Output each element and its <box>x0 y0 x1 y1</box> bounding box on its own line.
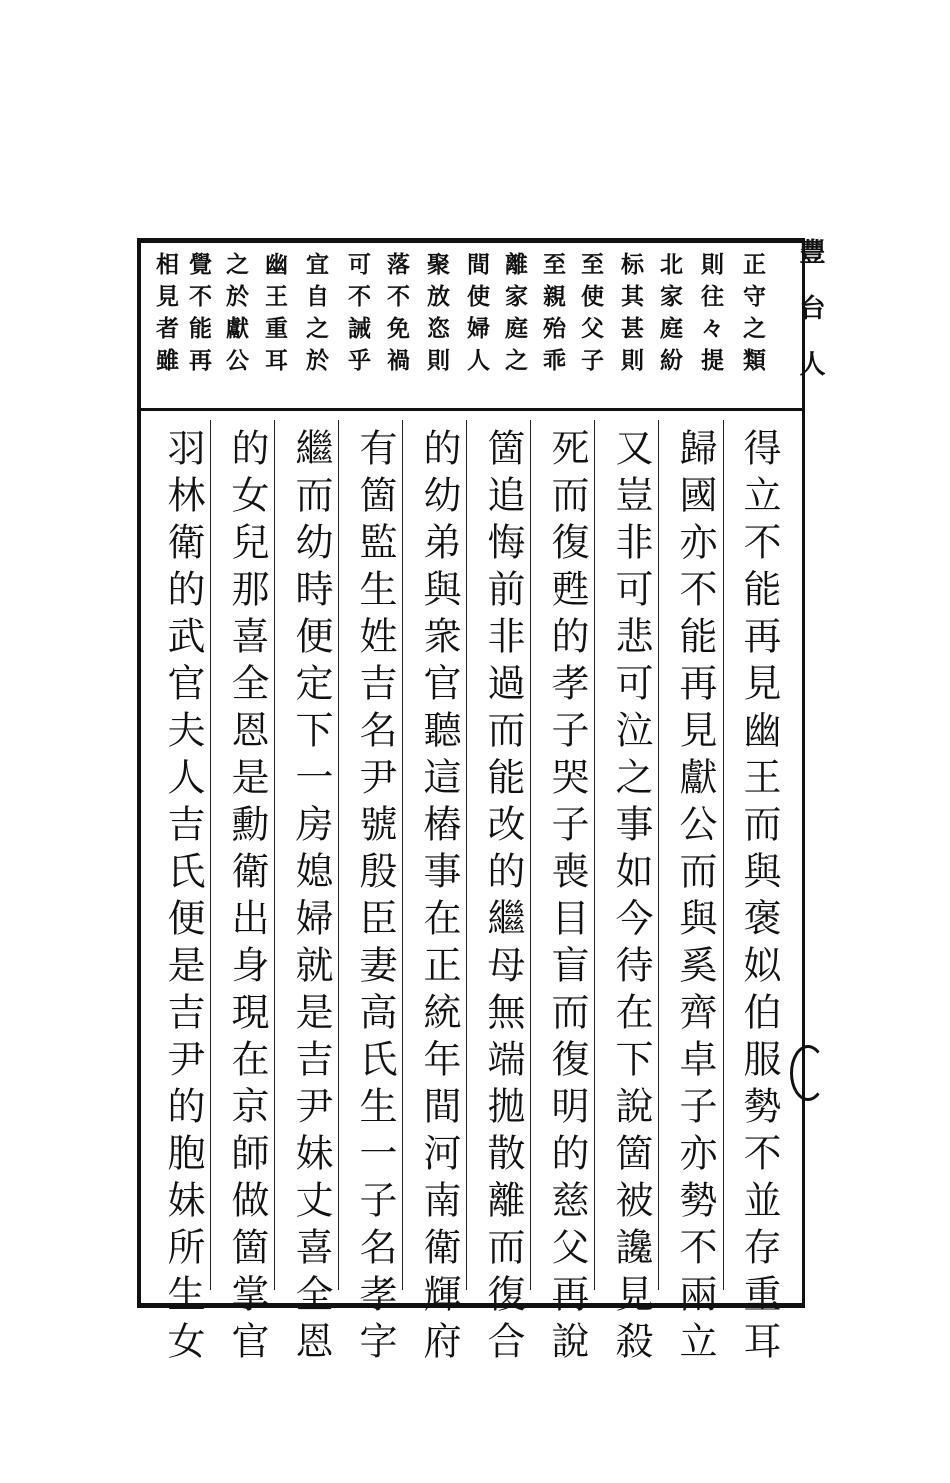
note-column: 聚放恣則 <box>423 252 450 380</box>
text-column: 繼而幼時便定下一房媳婦就是吉尹妹丈喜全恩 <box>289 428 333 1368</box>
note-column: 可不誡乎 <box>344 252 371 380</box>
note-column: 覺不能再 <box>185 252 212 380</box>
note-column: 北家庭紛 <box>656 252 683 380</box>
text-column: 得立不能再見幽王而與褒姒伯服勢不並存重耳 <box>737 428 781 1368</box>
text-column: 的女兒那喜全恩是勳衛出身現在京師做箇掌官 <box>225 428 269 1368</box>
page-edge-title: 豐台人 <box>795 238 825 406</box>
note-column: 正守之類 <box>739 252 766 380</box>
note-column: 間使婦人 <box>463 252 490 380</box>
note-column: 則往々提 <box>697 252 724 380</box>
note-column: 離家庭之 <box>501 252 528 380</box>
text-column: 有箇監生姓吉名尹號殷臣妻高氏生一子名孝字 <box>353 428 397 1368</box>
text-column: 又豈非可悲可泣之事如今待在下說箇被讒見殺 <box>609 428 653 1368</box>
text-column: 死而復甦的孝子哭子喪目盲而復明的慈父再說 <box>545 428 589 1368</box>
text-column: 歸國亦不能再見獻公而與奚齊卓子亦勢不兩立 <box>673 428 717 1368</box>
text-column: 羽林衛的武官夫人吉氏便是吉尹的胞妹所生女 <box>161 428 205 1368</box>
note-column: 宜自之於 <box>302 252 329 380</box>
annotation-divider <box>137 408 805 411</box>
note-column: 至親殆乖 <box>539 252 566 380</box>
note-column: 落不免禍 <box>383 252 410 380</box>
text-column: 箇追悔前非過而能改的繼母無端拋散離而復合 <box>481 428 525 1368</box>
column-rule <box>723 420 724 1290</box>
note-column: 标其甚則 <box>617 252 644 380</box>
note-column: 幽王重耳 <box>261 252 288 380</box>
note-column: 相見者雖 <box>152 252 179 380</box>
text-column: 的幼弟與衆官聽這樁事在正統年間河南衛輝府 <box>417 428 461 1368</box>
binding-mark <box>790 1045 826 1101</box>
note-column: 至使父子 <box>577 252 604 380</box>
note-column: 之於獻公 <box>222 252 249 380</box>
